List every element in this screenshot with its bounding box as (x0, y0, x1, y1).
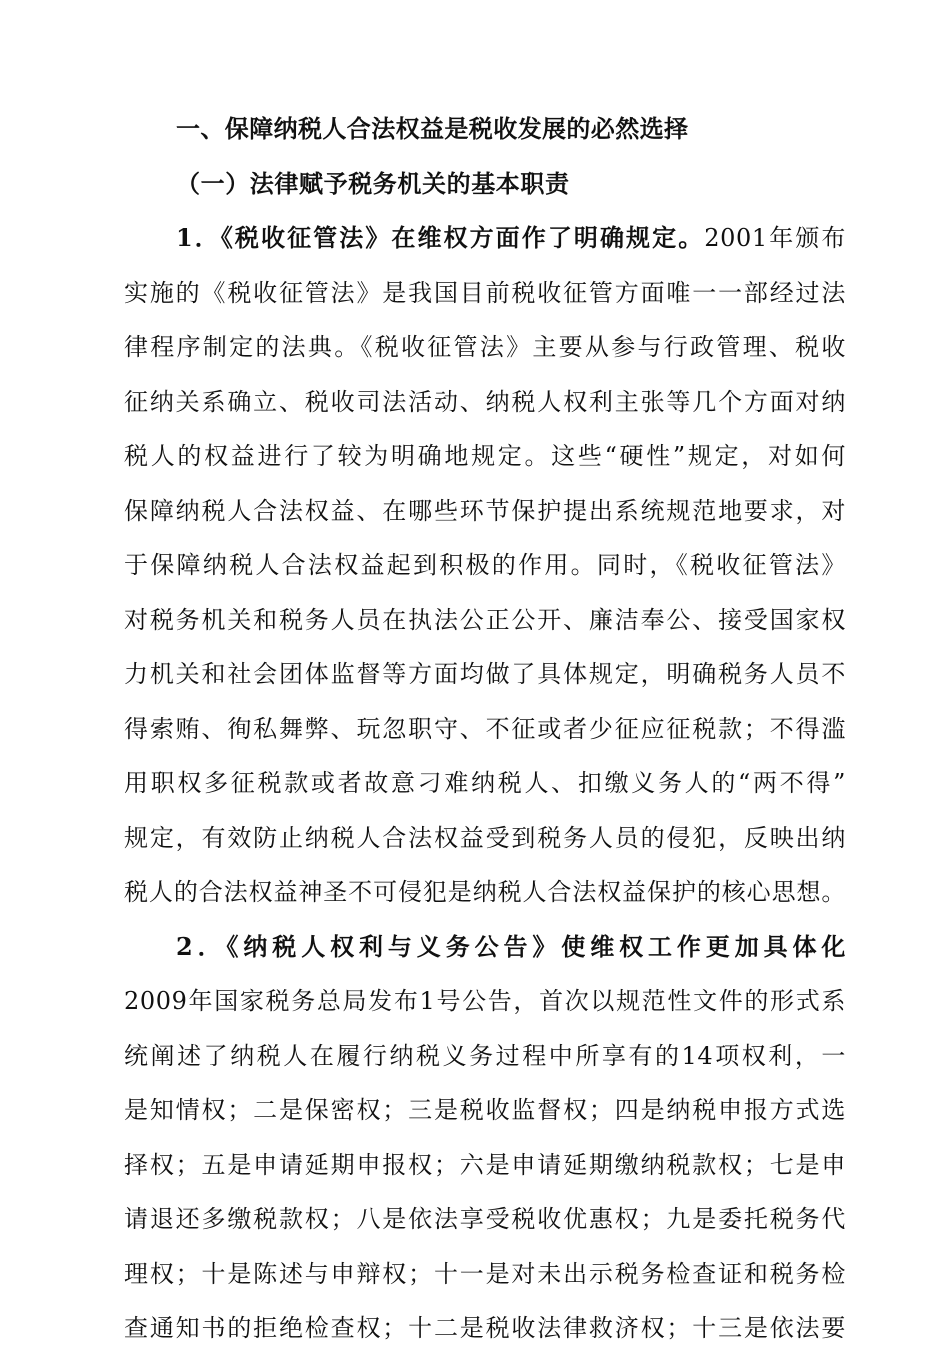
document-body (124, 102, 846, 1356)
paragraph-1-line: 实施的《税收征管法》是我国目前税收征管方面唯一一部经过法 (124, 278, 846, 307)
paragraph-2-line: 请退还多缴税款权；八是依法享受税收优惠权；九是委托税务代 (124, 1205, 846, 1233)
paragraph-1-line: 征纳关系确立、税收司法活动、纳税人权利主张等几个方面对纳 (124, 387, 846, 416)
paragraph-1-line: 得索贿、徇私舞弊、玩忽职守、不征或者少征应征税款；不得滥 (124, 714, 846, 743)
paragraph-2-first-line (124, 920, 846, 975)
paragraph-2-lead: 2．《纳税人权利与义务公告》使维权工作更加具体化 (176, 931, 846, 961)
paragraph-2-line: 择权；五是申请延期申报权；六是申请延期缴纳税款权；七是申 (124, 1150, 846, 1179)
paragraph-1-line: 用职权多征税款或者故意刁难纳税人、扣缴义务人的“两不得” (124, 769, 846, 797)
paragraph-2-line: 统阐述了纳税人在履行纳税义务过程中所享有的14项权利，一 (124, 1041, 846, 1070)
paragraph-1-line: 税人的权益进行了较为明确地规定。这些“硬性”规定，对如何 (124, 442, 846, 470)
paragraph-2-line: 理权；十是陈述与申辩权；十一是对未出示税务检查证和税务检 (124, 1259, 846, 1288)
paragraph-1-line: 规定，有效防止纳税人合法权益受到税务人员的侵犯，反映出纳 (124, 823, 846, 852)
paragraph-1-lead: 1．《税收征管法》在维权方面作了明确规定。 (176, 223, 705, 252)
section-heading-1: 一、保障纳税人合法权益是税收发展的必然选择 (176, 115, 689, 143)
paragraph-2-line: 查通知书的拒绝检查权；十二是税收法律救济权；十三是依法要 (124, 1314, 846, 1342)
paragraph-1-first-line-rest: 2001年颁布 (704, 224, 846, 252)
paragraph-1-line: 税人的合法权益神圣不可侵犯是纳税人合法权益保护的核心思想。 (124, 878, 846, 906)
paragraph-2-line: 是知情权；二是保密权；三是税收监督权；四是纳税申报方式选 (124, 1096, 846, 1124)
paragraph-1-line: 力机关和社会团体监督等方面均做了具体规定，明确税务人员不 (124, 660, 846, 688)
paragraph-1-first-line (124, 211, 846, 266)
paragraph-1-line: 律程序制定的法典。《税收征管法》主要从参与行政管理、税收 (124, 333, 846, 361)
paragraph-1-line: 对税务机关和税务人员在执法公正公开、廉洁奉公、接受国家权 (124, 605, 846, 634)
paragraph-2-line: 2009年国家税务总局发布1号公告，首次以规范性文件的形式系 (124, 987, 846, 1015)
paragraph-1-line: 保障纳税人合法权益、在哪些环节保护提出系统规范地要求，对 (124, 496, 846, 525)
paragraph-1-line: 于保障纳税人合法权益起到积极的作用。同时，《税收征管法》 (124, 551, 846, 579)
section-heading-2: （一）法律赋予税务机关的基本职责 (176, 168, 570, 198)
